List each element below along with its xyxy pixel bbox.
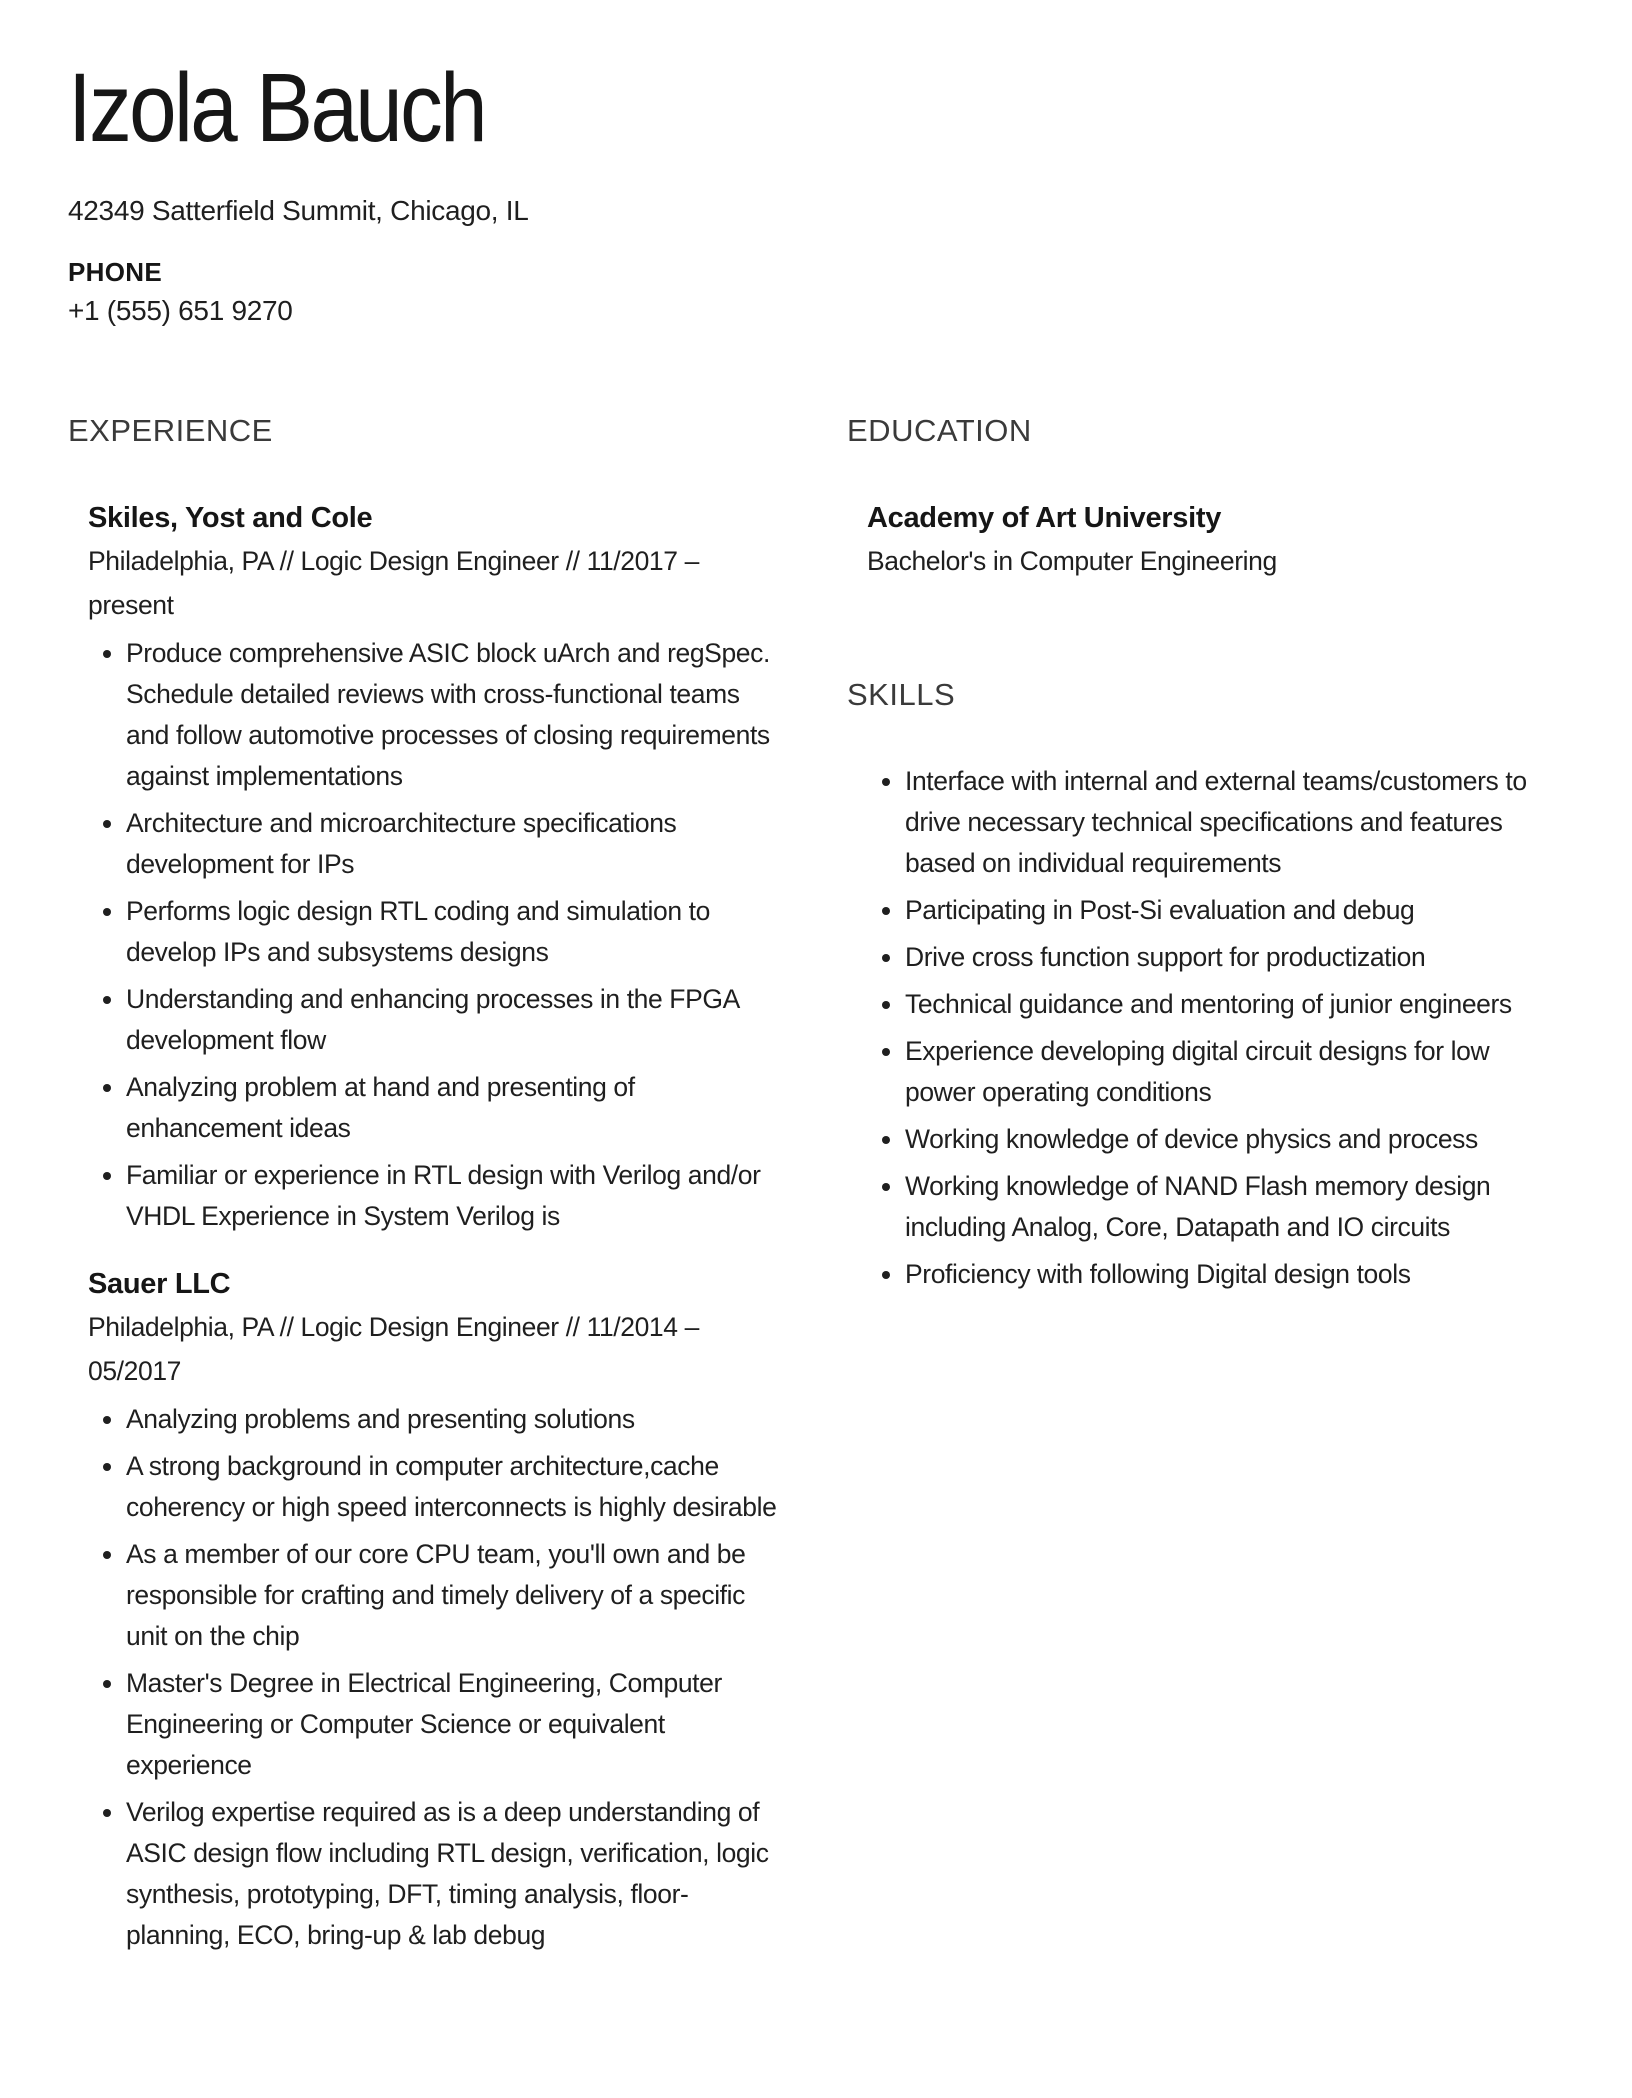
phone-label: PHONE [68, 256, 162, 287]
section-education [847, 411, 1564, 583]
job-meta: Philadelphia, PA // Logic Design Engineer // 11/2014 – 05/2017 [88, 1311, 699, 1386]
job-bullet: • A strong background in computer architecture,cache coherency or high speed interconnects is highly desirable [126, 1446, 785, 1528]
skill-bullet: • Working knowledge of device physics and process [905, 1119, 1564, 1160]
phone-number: +1 (555) 651 9270 [68, 294, 293, 326]
job-bullet: • Performs logic design RTL coding and simulation to develop IPs and subsystems designs [126, 891, 785, 973]
job-bullet: • As a member of our core CPU team, you'll own and be responsible for crafting and timely delivery of a specific unit on the chip [126, 1534, 785, 1657]
education-entry [847, 497, 1564, 583]
job-bullet: • Architecture and microarchitecture specifications development for IPs [126, 803, 785, 885]
job-bullet: • Understanding and enhancing processes in the FPGA development flow [126, 979, 785, 1061]
skill-bullet: • Interface with internal and external teams/customers to drive necessary technical specifications and features based on individual requirements [905, 761, 1564, 884]
company-name: Sauer LLC [88, 1267, 231, 1300]
job-bullet: • Produce comprehensive ASIC block uArch and regSpec. Schedule detailed reviews with cross-functional teams and follow automotive processes of closing requirements against implementations [126, 633, 785, 797]
job-bullet: • Master's Degree in Electrical Engineering, Computer Engineering or Computer Science or equivalent experience [126, 1663, 785, 1786]
address-line: 42349 Satterfield Summit, Chicago, IL [68, 194, 529, 226]
skill-bullet: • Working knowledge of NAND Flash memory design including Analog, Core, Datapath and IO circuits [905, 1166, 1564, 1248]
skill-bullet: • Technical guidance and mentoring of junior engineers [905, 984, 1564, 1025]
content-columns [68, 411, 1564, 1962]
section-skills [847, 675, 1564, 1295]
page-title: Izola Bauch [68, 53, 486, 162]
section-experience [68, 411, 785, 1956]
resume-header [68, 53, 1564, 331]
experience-heading: EXPERIENCE [68, 412, 273, 448]
left-column [68, 411, 785, 1962]
skill-bullet: • Participating in Post-Si evaluation and debug [905, 890, 1564, 931]
company-name: Skiles, Yost and Cole [88, 501, 373, 534]
skill-bullet: • Experience developing digital circuit designs for low power operating conditions [905, 1031, 1564, 1113]
job-bullet-list [88, 1399, 785, 1956]
job-bullet: • Analyzing problem at hand and presenting of enhancement ideas [126, 1067, 785, 1149]
job-bullet: • Analyzing problems and presenting solutions [126, 1399, 785, 1440]
job-bullet: • Familiar or experience in RTL design with Verilog and/or VHDL Experience in System Verilog is [126, 1155, 785, 1237]
job-entry [68, 497, 785, 1237]
skill-bullet: • Drive cross function support for productization [905, 937, 1564, 978]
job-meta: Philadelphia, PA // Logic Design Engineer // 11/2017 – present [88, 545, 699, 620]
skills-bullet-list [847, 761, 1564, 1295]
skill-bullet: • Proficiency with following Digital design tools [905, 1254, 1564, 1295]
job-entry [68, 1263, 785, 1956]
job-bullet-list [88, 633, 785, 1237]
degree-line: Bachelor's in Computer Engineering [867, 545, 1277, 576]
job-bullet: • Verilog expertise required as is a deep understanding of ASIC design flow including RTL design, verification, logic synthesis, prototyping, DFT, timing analysis, floor-planning, ECO, bring-up & lab debug [126, 1792, 785, 1956]
right-column [847, 411, 1564, 1962]
skills-heading: SKILLS [847, 676, 956, 712]
school-name: Academy of Art University [867, 501, 1222, 534]
education-heading: EDUCATION [847, 412, 1032, 448]
